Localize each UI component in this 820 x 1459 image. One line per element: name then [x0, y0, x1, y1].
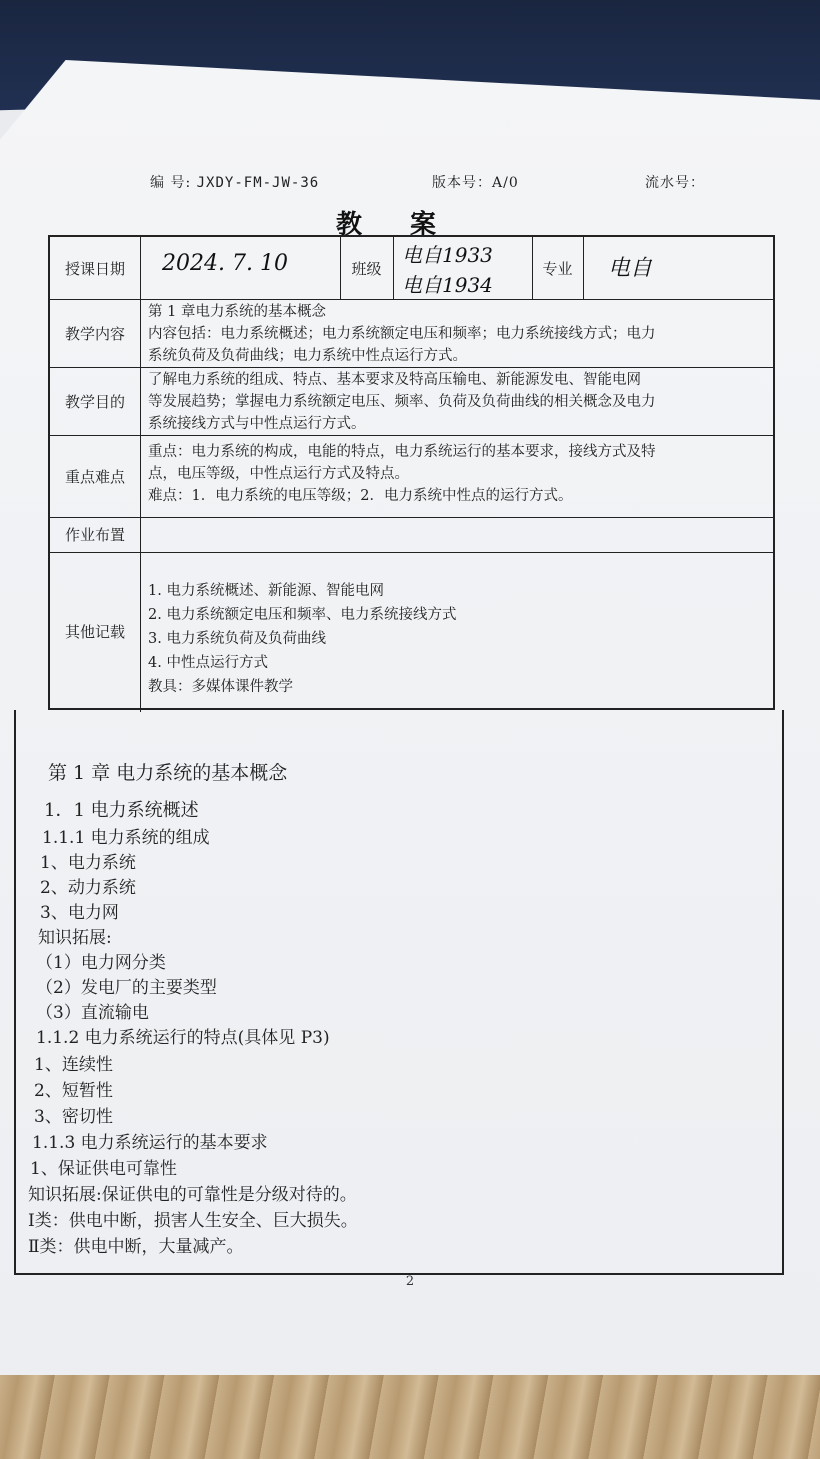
- body-line: 1、连续性: [34, 1055, 113, 1075]
- section-heading: 1．1 电力系统概述: [44, 800, 199, 821]
- row-divider: [50, 367, 773, 368]
- class-value-1: 电自1933: [402, 243, 493, 267]
- key-line: 难点：1．电力系统的电压等级；2．电力系统中性点的运行方式。: [148, 488, 573, 504]
- date-label: 授课日期: [64, 259, 125, 278]
- content-text: [142, 301, 772, 367]
- other-line: 2. 电力系统额定电压和频率、电力系统接线方式: [148, 607, 457, 623]
- goal-label: 教学目的: [64, 392, 125, 411]
- background-floor: [0, 1375, 820, 1459]
- body-line: 2、动力系统: [40, 878, 136, 898]
- goal-line: 等发展趋势；掌握电力系统额定电压、频率、负荷及负荷曲线的相关概念及电力: [148, 394, 656, 410]
- goal-line: 了解电力系统的组成、特点、基本要求及特高压输电、新能源发电、智能电网: [148, 372, 641, 388]
- doc-code-value: JXDY-FM-JW-36: [196, 175, 320, 191]
- major-value: 电自: [608, 256, 653, 281]
- row-divider: [50, 299, 773, 300]
- column-divider: [583, 237, 584, 299]
- content-line: 第 1 章电力系统的基本概念: [148, 304, 326, 320]
- subsection-heading: 1.1.1 电力系统的组成: [42, 828, 210, 848]
- doc-serial: 流水号：: [645, 175, 705, 191]
- date-value: 2024. 7. 10: [162, 251, 288, 276]
- lesson-body: [14, 710, 784, 1275]
- body-line: 知识拓展:保证供电的可靠性是分级对待的。: [28, 1185, 357, 1205]
- doc-code: [150, 172, 319, 192]
- key-text: [142, 441, 772, 507]
- body-line: 3、密切性: [34, 1107, 113, 1127]
- doc-version: 版本号：A/0: [432, 175, 519, 191]
- subsection-heading: 1.1.3 电力系统运行的基本要求: [32, 1133, 268, 1153]
- page-number: 2: [405, 1274, 415, 1289]
- row-divider: [50, 517, 773, 518]
- body-line: （1）电力网分类: [36, 953, 166, 973]
- page-title: 教案: [335, 210, 484, 240]
- body-line: （2）发电厂的主要类型: [36, 978, 217, 998]
- other-line: 3. 电力系统负荷及负荷曲线: [148, 631, 326, 647]
- homework-label: 作业布置: [64, 526, 125, 544]
- goal-text: [142, 369, 772, 435]
- class-value-2: 电自1934: [402, 273, 493, 297]
- body-line: Ⅱ类：供电中断，大量减产。: [28, 1237, 244, 1257]
- other-text: [142, 579, 772, 699]
- column-divider: [393, 237, 394, 299]
- key-line: 点，电压等级，中性点运行方式及特点。: [148, 466, 409, 482]
- key-line: 重点：电力系统的构成，电能的特点，电力系统运行的基本要求，接线方式及特: [148, 444, 656, 460]
- content-label: 教学内容: [64, 324, 125, 343]
- doc-code-label: 编 号:: [150, 175, 192, 191]
- other-line: 4. 中性点运行方式: [148, 655, 268, 671]
- chapter-heading: 第 1 章 电力系统的基本概念: [48, 762, 288, 784]
- row-divider: [50, 552, 773, 553]
- goal-line: 系统接线方式与中性点运行方式。: [148, 416, 366, 432]
- row-divider: [50, 435, 773, 436]
- body-line: 3、电力网: [40, 903, 119, 923]
- body-line: （3）直流输电: [36, 1003, 149, 1023]
- other-line: 教具：多媒体课件教学: [148, 679, 293, 695]
- body-line: 知识拓展:: [38, 928, 112, 948]
- other-line: 1. 电力系统概述、新能源、智能电网: [148, 583, 384, 599]
- body-line: Ⅰ类：供电中断，损害人生安全、巨大损失。: [28, 1211, 358, 1231]
- body-line: 2、短暂性: [34, 1081, 113, 1101]
- other-label: 其他记载: [64, 622, 125, 641]
- content-line: 系统负荷及负荷曲线；电力系统中性点运行方式。: [148, 348, 467, 364]
- key-label: 重点难点: [64, 467, 125, 486]
- body-line: 1、保证供电可靠性: [30, 1159, 177, 1179]
- body-line: 1、电力系统: [40, 853, 136, 873]
- column-divider: [140, 237, 141, 712]
- subsection-heading: 1.1.2 电力系统运行的特点(具体见 P3): [36, 1028, 330, 1048]
- class-label: 班级: [351, 259, 382, 278]
- major-label: 专业: [542, 259, 573, 278]
- lesson-info-table: [48, 235, 775, 710]
- content-line: 内容包括：电力系统概述；电力系统额定电压和频率；电力系统接线方式；电力: [148, 326, 656, 342]
